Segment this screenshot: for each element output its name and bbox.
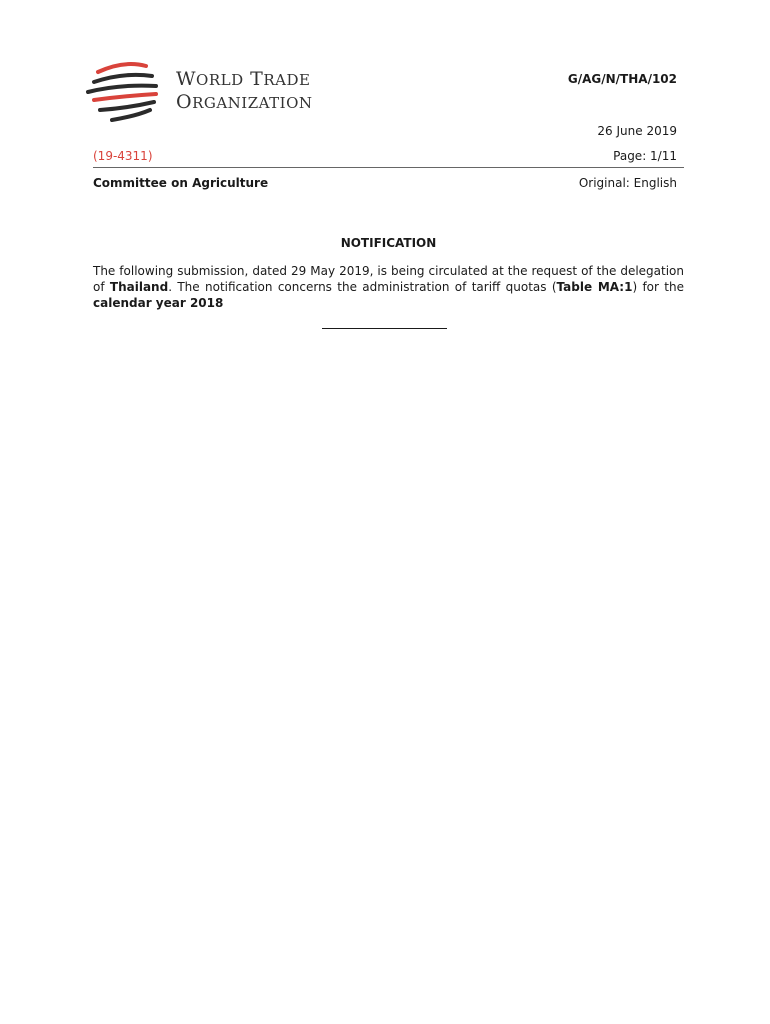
committee-name: Committee on Agriculture [93, 176, 269, 190]
wto-logo [84, 60, 344, 130]
notification-body: The following submission, dated 29 May 2019, is being circulated at the request of the delegation of Thailand. The notification concerns the administration of tariff quotas (Table MA:1) for the calendar year 2018 [93, 264, 684, 310]
wto-globe-icon [84, 60, 168, 130]
document-symbol: G/AG/N/THA/102 [567, 72, 677, 86]
wto-wordmark [176, 68, 313, 114]
page-number: Page: 1/11 [613, 149, 677, 163]
country-name: Thailand [109, 280, 169, 294]
document-date: 26 June 2019 [597, 124, 677, 138]
original-language: Original: English [578, 176, 677, 190]
wordmark-line-1: WORLD TRADE [176, 68, 311, 90]
notification-heading: NOTIFICATION [340, 236, 437, 250]
end-rule [322, 328, 447, 329]
header-divider [93, 167, 684, 168]
table-reference: Table MA:1 [556, 280, 633, 294]
reporting-period: calendar year 2018 [93, 296, 224, 310]
document-number: (19-4311) [93, 149, 153, 163]
wordmark-line-2: ORGANIZATION [176, 91, 313, 113]
